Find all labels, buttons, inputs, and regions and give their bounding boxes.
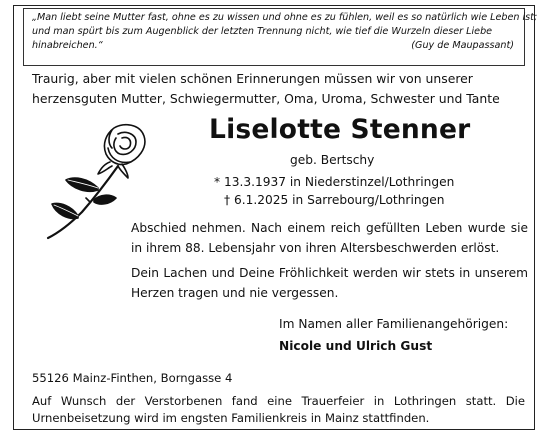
signature-names: Nicole und Ulrich Gust xyxy=(279,339,433,353)
life-dates xyxy=(214,173,454,209)
deceased-name: Liselotte Stenner xyxy=(209,114,471,145)
intro-text: Traurig, aber mit vielen schönen Erinnerungen müssen wir von unserer herzensguten Mutter, Schwiegermutter, Oma, Uroma, Schwester und Tante xyxy=(32,71,500,106)
quote-box xyxy=(23,8,538,66)
quote-line-1: „Man liebt seine Mutter fast, ohne es zu wissen und ohne es zu fühlen, weil es so natürlich wie Leben ist; xyxy=(32,12,538,23)
farewell-paragraph: Abschied nehmen. Nach einem reich gefüllten Leben wurde sie in ihrem 88. Lebensjahr von ihren Altersbeschwerden erlöst. xyxy=(131,221,528,255)
quote-author: (Guy de Maupassant) xyxy=(411,40,514,51)
obituary-frame xyxy=(13,5,538,430)
death-line: † 6.1.2025 in Sarrebourg/Lothringen xyxy=(224,193,445,207)
quote-line-2: und man spürt bis zum Augenblick der letzten Trennung nicht, wie tief die Wurzeln dieser Liebe xyxy=(32,26,493,37)
birth-line: * 13.3.1937 in Niederstinzel/Lothringen xyxy=(214,175,455,189)
quote-line-3: hinabreichen.“ xyxy=(32,40,103,51)
closing-note: Auf Wunsch der Verstorbenen fand eine Trauerfeier in Lothringen statt. Die Urnenbeisetzung wird im engsten Familienkreis in Mainz stattfinden. xyxy=(32,394,525,425)
signature-intro: Im Namen aller Familienangehörigen: xyxy=(279,317,509,331)
memory-paragraph: Dein Lachen und Deine Fröhlichkeit werden wir stets in unserem Herzen tragen und nie vergessen. xyxy=(131,266,528,300)
family-address: 55126 Mainz-Finthen, Borngasse 4 xyxy=(32,371,233,385)
maiden-name: geb. Bertschy xyxy=(290,153,375,167)
